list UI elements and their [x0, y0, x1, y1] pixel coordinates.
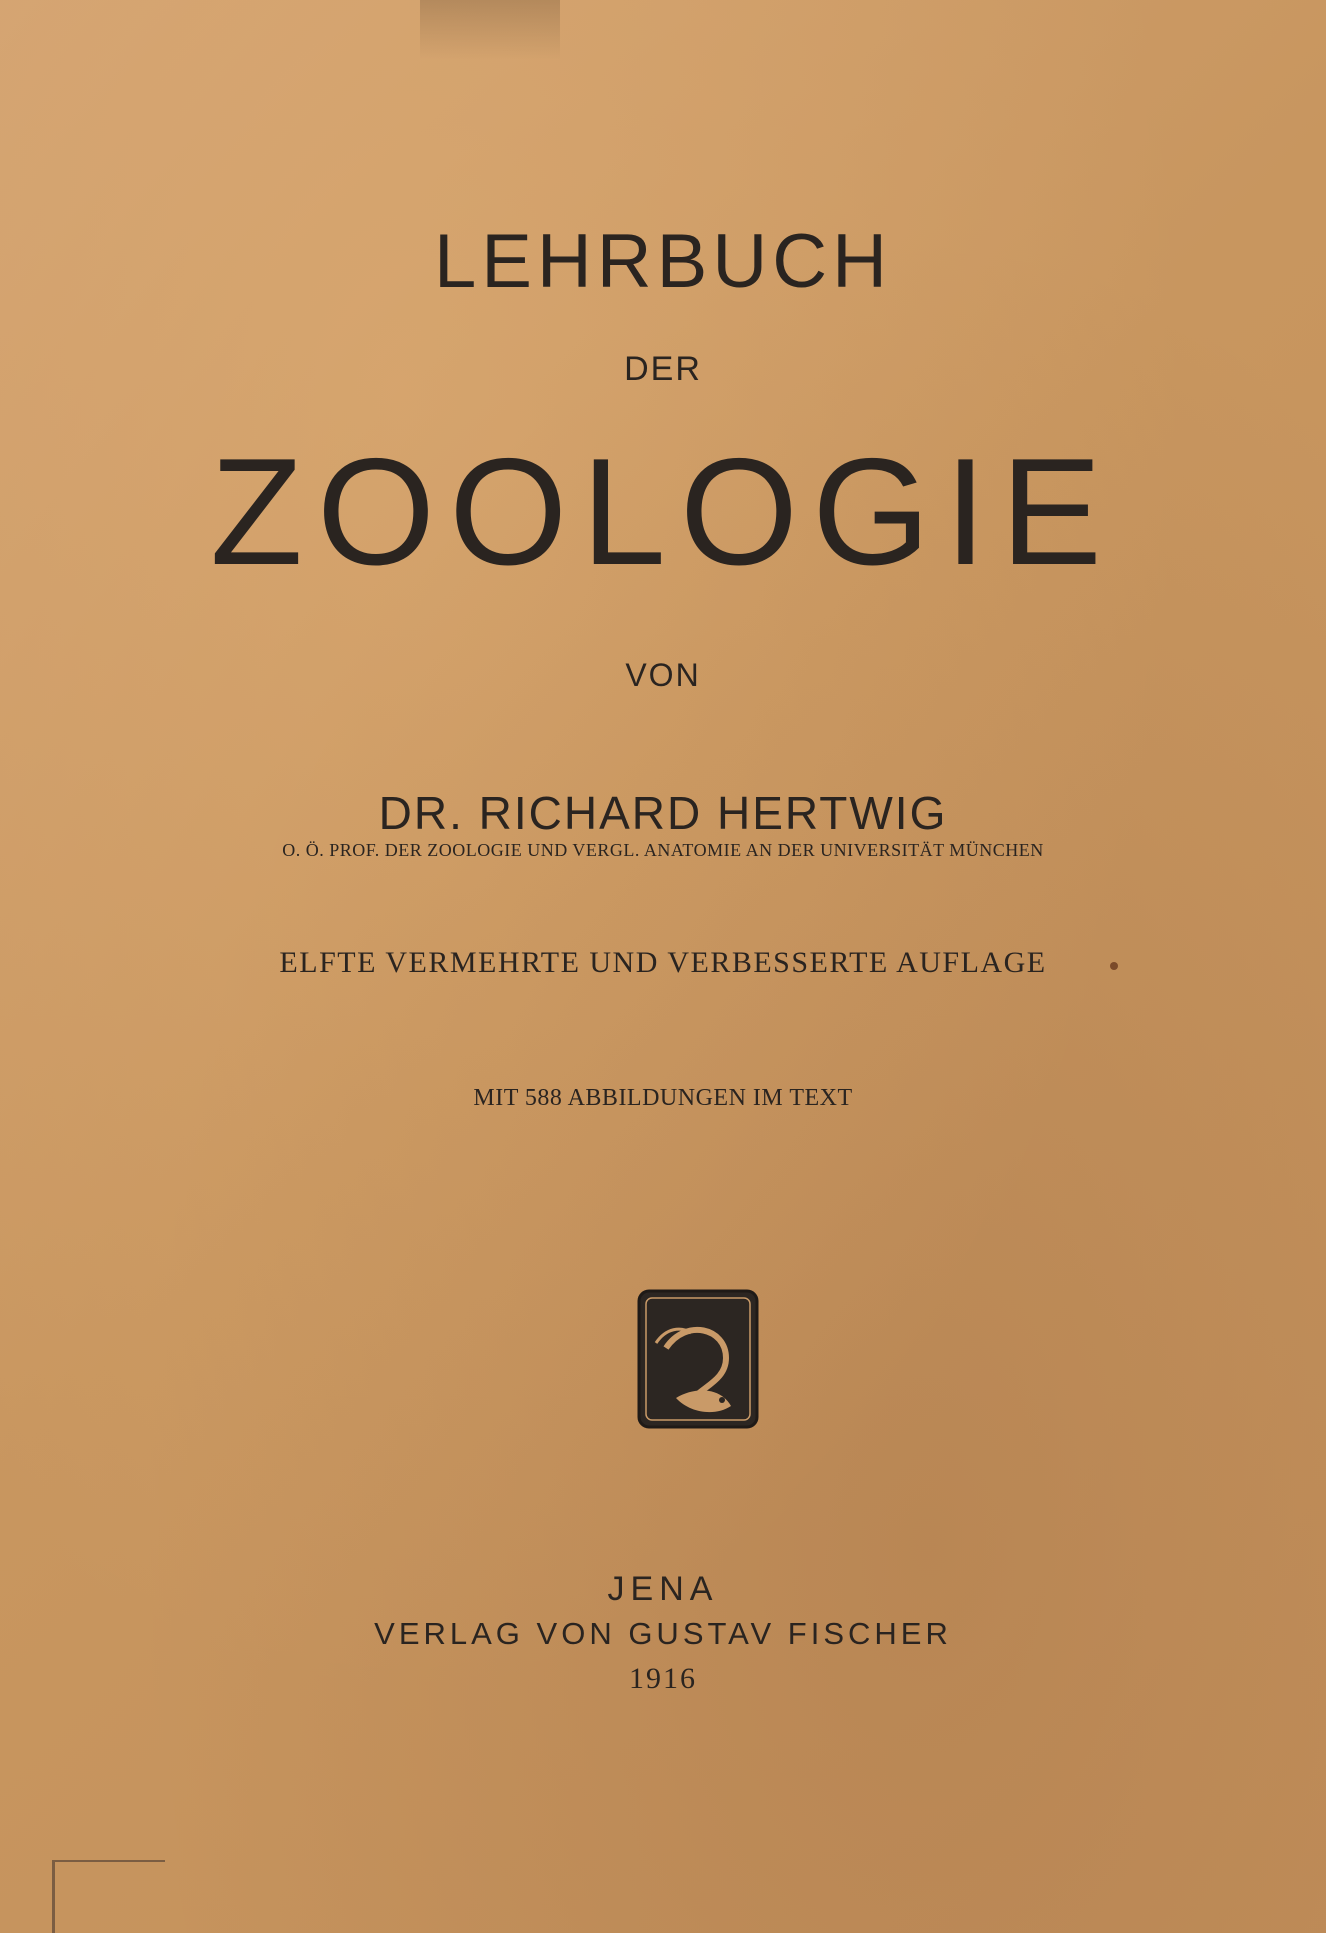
title-zoologie: ZOOLOGIE — [210, 427, 1116, 597]
binding-corner — [52, 1860, 165, 1933]
author-affiliation: O. Ö. PROF. DER ZOOLOGIE UND VERGL. ANATOMIE AN DER UNIVERSITÄT MÜNCHEN — [282, 840, 1044, 860]
publisher-name: VERLAG VON GUSTAV FISCHER — [374, 1616, 952, 1651]
title-der: DER — [624, 350, 702, 388]
edition-statement: ELFTE VERMEHRTE UND VERBESSERTE AUFLAGE — [279, 946, 1047, 979]
stain-dot — [1110, 962, 1118, 970]
publication-city: JENA — [607, 1570, 719, 1608]
author-name: DR. RICHARD HERTWIG — [378, 787, 948, 839]
title-lehrbuch: LEHRBUCH — [433, 219, 893, 304]
by-label: VON — [625, 657, 701, 693]
illustrations-note: MIT 588 ABBILDUNGEN IM TEXT — [473, 1085, 853, 1111]
paper-tear — [420, 0, 560, 60]
publisher-emblem-icon — [636, 1288, 760, 1430]
publication-year: 1916 — [629, 1662, 697, 1695]
